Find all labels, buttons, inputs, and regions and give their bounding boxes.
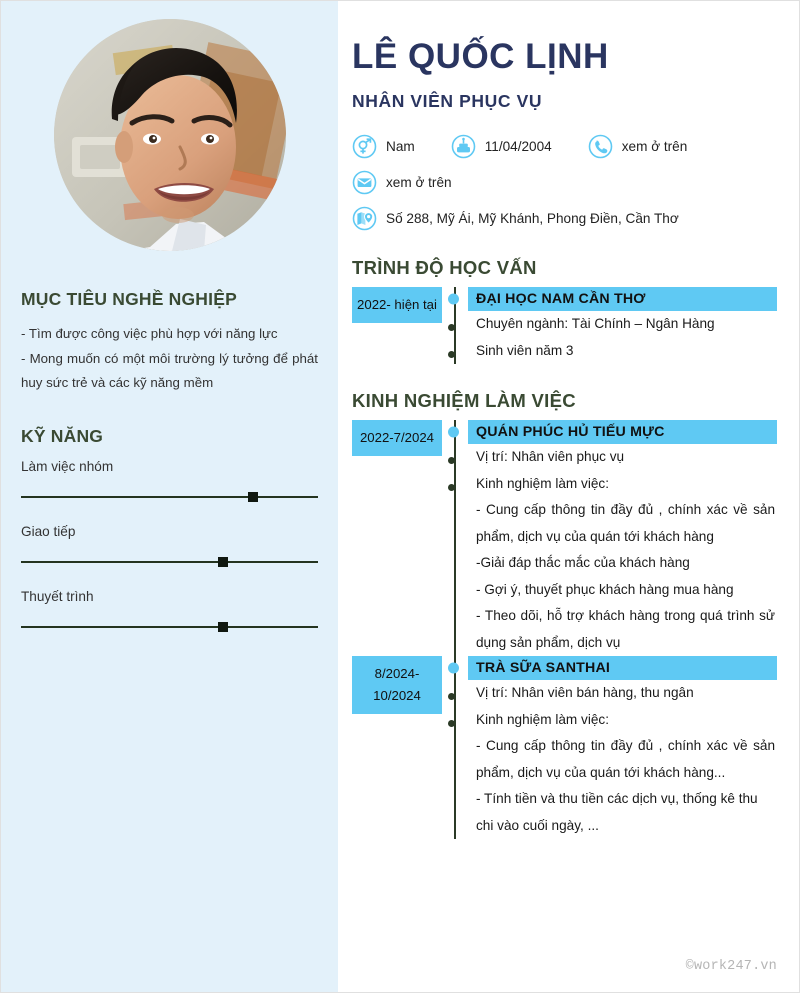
timeline-dot-icon [448, 427, 459, 438]
email-icon [352, 170, 377, 195]
sidebar [1, 1, 338, 992]
skill-slider-handle[interactable] [218, 557, 228, 567]
timeline-dot-icon [448, 663, 459, 674]
experience-title: KINH NGHIỆM LÀM VIỆC [352, 390, 576, 412]
contact-gender-value: Nam [386, 139, 415, 155]
education-school-name: ĐẠI HỌC NAM CẦN THƠ [468, 287, 777, 311]
timeline-dot-icon [448, 294, 459, 305]
education-body [468, 287, 777, 364]
skill-slider-handle[interactable] [218, 622, 228, 632]
map-location-icon [352, 206, 377, 231]
skill-label: Làm việc nhóm [21, 458, 114, 474]
skill-slider[interactable] [21, 561, 318, 563]
contact-info [352, 134, 777, 231]
skill-item [21, 524, 318, 563]
skill-label: Giao tiếp [21, 523, 76, 539]
timeline-line [454, 420, 456, 656]
experience-entry [352, 420, 777, 656]
contact-email-value: xem ở trên [386, 175, 452, 191]
experience-body [468, 420, 777, 656]
skill-item [21, 589, 318, 628]
timeline-rail [442, 420, 468, 656]
experience-company-name: QUÁN PHÚC HỦ TIẾU MỰC [468, 420, 777, 444]
education-detail: Sinh viên năm 3 [468, 338, 777, 365]
education-detail: Chuyên ngành: Tài Chính – Ngân Hàng [468, 311, 777, 338]
skills-section [21, 426, 318, 628]
experience-company-name: TRÀ SỮA SANTHAI [468, 656, 777, 680]
experience-detail: - Theo dõi, hỗ trợ khách hàng trong quá trình sử dụng sản phẩm, dịch vụ [476, 608, 775, 650]
phone-icon [588, 134, 613, 159]
skill-label: Thuyết trình [21, 588, 94, 604]
avatar [54, 19, 286, 251]
experience-body [468, 656, 777, 839]
contact-birthday-value: 11/04/2004 [484, 139, 552, 155]
page-title: LÊ QUỐC LỊNH [352, 37, 609, 76]
skill-slider[interactable] [21, 496, 318, 498]
contact-row [352, 134, 777, 159]
watermark: ©work247.vn [685, 959, 777, 974]
contact-address-value: Số 288, Mỹ Ái, Mỹ Khánh, Phong Điền, Cần Thơ [386, 211, 679, 227]
objective-title: MỤC TIÊU NGHỀ NGHIỆP [21, 289, 237, 309]
contact-address [352, 206, 679, 231]
skill-slider-handle[interactable] [248, 492, 258, 502]
contact-phone [588, 134, 688, 159]
contact-email [352, 170, 452, 195]
experience-position: Vị trí: Nhân viên phục vụ [468, 444, 777, 471]
experience-detail: - Cung cấp thông tin đầy đủ , chính xác về sản phẩm, dịch vụ của quán tới khách hàng [476, 502, 775, 544]
experience-date-badge: 2022-7/2024 [352, 420, 442, 456]
education-section [352, 257, 777, 364]
main-content [338, 1, 799, 992]
objective-line: - Mong muốn có một môi trường lý tưởng để phát huy sức trẻ và các kỹ năng mềm [21, 350, 318, 391]
experience-entry [352, 656, 777, 839]
experience-label: Kinh nghiệm làm việc: [468, 471, 777, 498]
objective-line: - Tìm được công việc phù hợp với năng lực [21, 326, 278, 341]
experience-section [352, 390, 777, 839]
experience-detail: - Gợi ý, thuyết phục khách hàng mua hàng [476, 581, 734, 597]
timeline-line [454, 656, 456, 839]
education-entry [352, 287, 777, 364]
contact-birthday [451, 134, 552, 159]
contact-gender [352, 134, 415, 159]
birthday-cake-icon [451, 134, 476, 159]
timeline-rail [442, 656, 468, 839]
career-objective-section [21, 289, 318, 396]
job-title: NHÂN VIÊN PHỤC VỤ [352, 91, 543, 112]
contact-phone-value: xem ở trên [621, 139, 688, 155]
contact-row [352, 170, 777, 195]
profile-photo [54, 19, 286, 251]
skill-slider[interactable] [21, 626, 318, 628]
contact-row [352, 206, 777, 231]
experience-date-badge: 8/2024-10/2024 [352, 656, 442, 714]
experience-position: Vị trí: Nhân viên bán hàng, thu ngân [468, 680, 777, 707]
gender-icon [352, 134, 377, 159]
skills-title: KỸ NĂNG [21, 425, 104, 446]
experience-detail: - Cung cấp thông tin đầy đủ , chính xác về sản phẩm, dịch vụ của quán tới khách hàng... [476, 738, 775, 780]
education-title: TRÌNH ĐỘ HỌC VẤN [352, 257, 537, 279]
education-date-badge: 2022- hiện tại [352, 287, 442, 323]
experience-label: Kinh nghiệm làm việc: [468, 707, 777, 734]
experience-detail: -Giải đáp thắc mắc của khách hàng [476, 555, 690, 571]
experience-detail: - Tính tiền và thu tiền các dịch vụ, thống kê thu chi vào cuối ngày, ... [476, 791, 758, 833]
skill-item [21, 459, 318, 498]
